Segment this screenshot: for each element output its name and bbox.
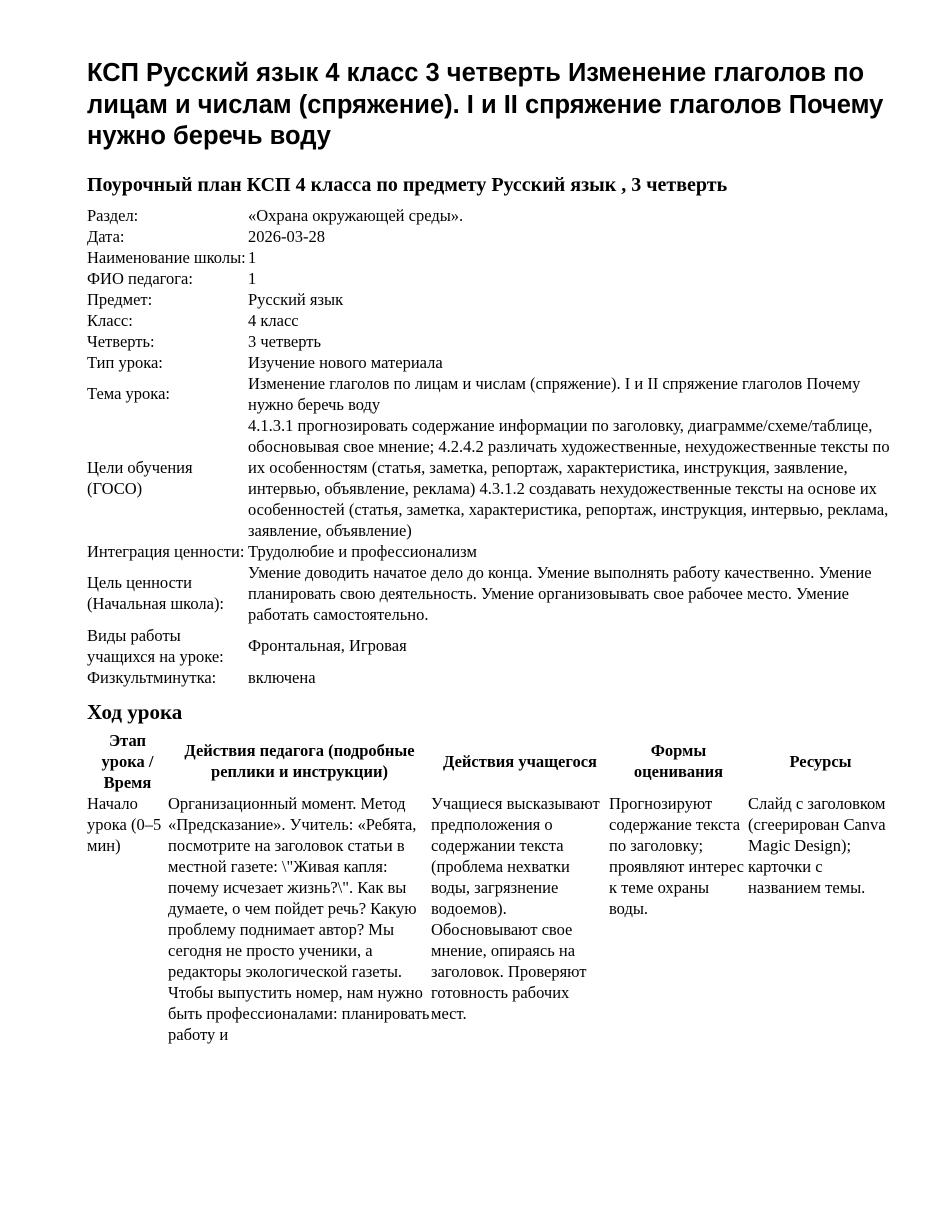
info-row (87, 247, 893, 268)
info-label: Тип урока: (87, 352, 163, 372)
info-value: Фронтальная, Игровая (248, 636, 407, 655)
info-value: 4 класс (248, 310, 299, 330)
info-row (87, 310, 893, 331)
info-value: Умение доводить начатое дело до конца. Умение выполнять работу качественно. Умение планировать свою деятельность. Умение организовывать свое рабочее место. Умение работать самостоятельно. (248, 562, 872, 624)
header-resources: Ресурсы (789, 751, 852, 771)
info-row (87, 373, 893, 415)
info-label: Интеграция ценности: (87, 541, 245, 561)
info-value: Трудолюбие и профессионализм (248, 541, 477, 561)
info-value: 2026-03-28 (248, 226, 325, 246)
info-label: Четверть: (87, 331, 155, 351)
info-label: Дата: (87, 226, 125, 246)
info-row (87, 625, 893, 667)
table-header-row (87, 730, 893, 793)
cell-stage: Начало урока (0–5 мин) (87, 793, 162, 855)
header-teacher-actions: Действия педагога (подробные реплики и инструкции) (184, 741, 415, 781)
info-row (87, 352, 893, 373)
info-value: «Охрана окружающей среды». (248, 205, 464, 225)
info-row (87, 415, 893, 541)
info-label: Цель ценности (Начальная школа): (87, 573, 225, 613)
cell-student-actions: Учащиеся высказывают предположения о содержании текста (проблема нехватки воды, загрязнение водоемов). Обосновывают свое мнение, опираясь на заголовок. Проверяют готовность рабочих мест. (431, 793, 600, 1023)
cell-assessment: Прогнозируют содержание текста по заголовку; проявляют интерес к теме охраны воды. (609, 793, 744, 918)
info-row (87, 331, 893, 352)
info-row (87, 226, 893, 247)
header-assessment: Формы оценивания (633, 741, 724, 781)
info-label: Класс: (87, 310, 133, 330)
document-page (87, 58, 893, 1045)
lesson-progress-heading: Ход урока (87, 699, 183, 724)
info-label: Цели обучения (ГОСО) (87, 457, 193, 498)
info-label: Наименование школы: (87, 247, 246, 267)
cell-teacher-actions: Организационный момент. Метод «Предсказание». Учитель: «Ребята, посмотрите на заголовок статьи в местной газете: \"Живая капля: почему исчезает жизнь?\". Как вы думаете, о чем пойдет речь? Какую проблему поднимает автор? Мы сегодня не просто ученики, а редакторы экологической газеты. Чтобы выпустить номер, нам нужно быть профессионалами: планировать работу и (168, 793, 430, 1044)
cell-resources: Слайд с заголовком (сгеерирован Canva Magic Design); карточки с названием темы. (748, 793, 886, 897)
info-value: 4.1.3.1 прогнозировать содержание информации по заголовку, диаграмме/схеме/таблице, обосновывая свое мнение; 4.2.4.2 различать художественные, нехудожественные тексты по их особенностям (статья, заметка, репортаж, характеристика, инструкция, заявление, интервью, объявление, реклама) 4.3.1.2 создавать нехудожественные тексты на основе их особенностей (статья, заметка, характеристика, репортаж, инструкция, интервью, реклама, заявление, объявление) (248, 415, 890, 540)
info-label: ФИО педагога: (87, 268, 193, 288)
info-value: Изучение нового материала (248, 352, 443, 372)
header-student-actions: Действия учащегося (443, 751, 597, 771)
info-value: Изменение глаголов по лицам и числам (спряжение). I и II спряжение глаголов Почему нужно беречь воду (248, 373, 861, 414)
info-label: Виды работы учащихся на уроке: (87, 625, 224, 666)
info-label: Физкультминутка: (87, 667, 217, 687)
header-stage: Этап урока / Время (101, 730, 154, 792)
lesson-info-table (87, 205, 893, 688)
info-label: Раздел: (87, 205, 139, 225)
info-row (87, 205, 893, 226)
info-row (87, 289, 893, 310)
info-label: Тема урока: (87, 384, 170, 403)
info-row (87, 562, 893, 625)
info-row (87, 268, 893, 289)
info-label: Предмет: (87, 289, 153, 309)
plan-subtitle: Поурочный план КСП 4 класса по предмету Русский язык , 3 четверть (87, 173, 728, 196)
document-title: КСП Русский язык 4 класс 3 четверть Изменение глаголов по лицам и числам (спряжение). I и II спряжение глаголов Почему нужно беречь воду (87, 59, 884, 150)
table-row (87, 793, 893, 1045)
info-row (87, 541, 893, 562)
info-value: 1 (248, 268, 257, 288)
info-value: Русский язык (248, 289, 344, 309)
lesson-progress-table (87, 730, 893, 1045)
info-value: 3 четверть (248, 331, 321, 351)
info-value: включена (248, 667, 316, 687)
info-value: 1 (248, 247, 257, 267)
info-row (87, 667, 893, 688)
